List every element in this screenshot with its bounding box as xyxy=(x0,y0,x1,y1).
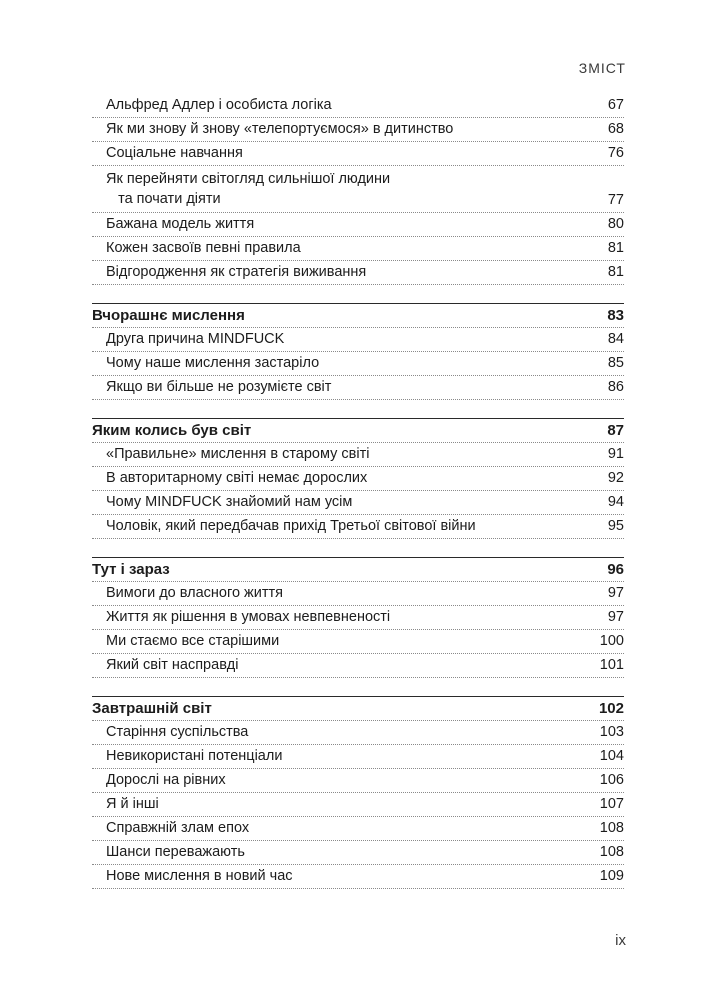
toc-entry-title: Шанси переважають xyxy=(106,844,245,860)
page-number: ix xyxy=(615,932,626,949)
toc-entry[interactable] xyxy=(92,443,624,467)
toc-entry-page: 81 xyxy=(607,264,624,280)
toc-entry-page: 76 xyxy=(607,145,624,161)
toc-entry-page: 101 xyxy=(599,657,624,673)
toc-entry-page: 97 xyxy=(607,585,624,601)
toc-entry[interactable] xyxy=(92,515,624,539)
section-divider xyxy=(92,539,624,558)
toc-entry-title: Як перейняти світогляд сильнішої людини та почати діяти xyxy=(106,171,391,207)
toc-entry-page: 86 xyxy=(607,379,624,395)
toc-entry[interactable] xyxy=(92,865,624,889)
toc-entry-title: Чоловік, який передбачав прихід Третьої світової війни xyxy=(106,518,476,534)
toc-entry[interactable] xyxy=(92,721,624,745)
toc-entry-page: 95 xyxy=(607,518,624,534)
toc-entry-title: Соціальне навчання xyxy=(106,145,243,161)
toc-entry[interactable] xyxy=(92,118,624,142)
toc-entry-page: 85 xyxy=(607,355,624,371)
toc-entry-title: «Правильне» мислення в старому світі xyxy=(106,446,370,462)
toc-entry-title: Життя як рішення в умовах невпевненості xyxy=(106,609,391,625)
toc-section-heading[interactable] xyxy=(92,419,624,443)
toc-entry[interactable] xyxy=(92,817,624,841)
toc-entry-page: 68 xyxy=(607,121,624,137)
toc-entry-title: Кожен засвоїв певні правила xyxy=(106,240,301,256)
toc-entry-title: Вимоги до власного життя xyxy=(106,585,283,601)
toc-entry-page: 84 xyxy=(607,331,624,347)
toc-entry[interactable] xyxy=(92,582,624,606)
toc-entry-page: 106 xyxy=(599,772,624,788)
toc-entry-title: Чому MINDFUCK знайомий нам усім xyxy=(106,494,353,510)
toc-entry-title: Як ми знову й знову «телепортуємося» в дитинство xyxy=(106,121,454,137)
toc-entry-page: 81 xyxy=(607,240,624,256)
toc-entry-page: 108 xyxy=(599,820,624,836)
toc-entry-title: Дорослі на рівних xyxy=(106,772,226,788)
toc-entry[interactable] xyxy=(92,467,624,491)
toc-entry-page: 83 xyxy=(607,307,624,324)
toc-entry-page: 108 xyxy=(599,844,624,860)
toc-entry-title: Невикористані потенціали xyxy=(106,748,283,764)
running-head: ЗМІСТ xyxy=(578,60,626,76)
toc-entry-title: Справжній злам епох xyxy=(106,820,250,836)
toc-entry-title: Ми стаємо все старішими xyxy=(106,633,280,649)
toc-entry-title: Тут і зараз xyxy=(92,561,170,578)
toc-entry-title: Альфред Адлер і особиста логіка xyxy=(106,97,332,113)
toc-entry-title: Яким колись був світ xyxy=(92,422,252,439)
section-divider xyxy=(92,678,624,697)
toc-entry[interactable] xyxy=(92,630,624,654)
toc-entry-title: Відгородження як стратегія виживання xyxy=(106,264,367,280)
toc-entry-page: 77 xyxy=(607,192,624,208)
toc-entry[interactable] xyxy=(92,793,624,817)
toc-section-heading[interactable] xyxy=(92,697,624,721)
toc-entry[interactable] xyxy=(92,376,624,400)
toc-entry-page: 87 xyxy=(607,422,624,439)
toc-entry[interactable] xyxy=(92,94,624,118)
toc-entry[interactable] xyxy=(92,745,624,769)
toc-entry-title: Завтрашній світ xyxy=(92,700,212,717)
toc-entry-page: 96 xyxy=(607,561,624,578)
toc-entry-title: Який світ насправді xyxy=(106,657,239,673)
toc-entry[interactable] xyxy=(92,654,624,678)
toc-entry-title: Чому наше мислення застаріло xyxy=(106,355,320,371)
toc-entry[interactable] xyxy=(92,491,624,515)
toc-entry[interactable] xyxy=(92,606,624,630)
toc-section-heading[interactable] xyxy=(92,304,624,328)
toc-entry-title: Я й інші xyxy=(106,796,159,812)
toc-entry-title: Якщо ви більше не розумієте світ xyxy=(106,379,332,395)
toc-section-heading[interactable] xyxy=(92,558,624,582)
table-of-contents xyxy=(92,94,624,889)
section-divider xyxy=(92,285,624,304)
toc-entry[interactable] xyxy=(92,237,624,261)
toc-entry-page: 103 xyxy=(599,724,624,740)
section-divider xyxy=(92,400,624,419)
toc-entry-page: 80 xyxy=(607,216,624,232)
toc-entry-title: Вчорашнє мислення xyxy=(92,307,245,324)
toc-entry[interactable] xyxy=(92,166,624,213)
toc-entry-page: 102 xyxy=(598,700,624,717)
toc-entry-title: В авторитарному світі немає дорослих xyxy=(106,470,368,486)
toc-entry[interactable] xyxy=(92,841,624,865)
toc-entry[interactable] xyxy=(92,142,624,166)
toc-entry-page: 97 xyxy=(607,609,624,625)
toc-entry[interactable] xyxy=(92,213,624,237)
toc-entry-page: 107 xyxy=(599,796,624,812)
toc-entry-title: Друга причина MINDFUCK xyxy=(106,331,285,347)
toc-entry-title: Старіння суспільства xyxy=(106,724,249,740)
toc-entry[interactable] xyxy=(92,328,624,352)
toc-entry-page: 91 xyxy=(607,446,624,462)
toc-entry-page: 100 xyxy=(599,633,624,649)
toc-entry-page: 94 xyxy=(607,494,624,510)
toc-entry-page: 67 xyxy=(607,97,624,113)
toc-entry[interactable] xyxy=(92,769,624,793)
toc-entry-page: 92 xyxy=(607,470,624,486)
toc-entry-page: 104 xyxy=(599,748,624,764)
toc-entry-page: 109 xyxy=(599,868,624,884)
toc-entry-title: Нове мислення в новий час xyxy=(106,868,293,884)
toc-entry[interactable] xyxy=(92,261,624,285)
toc-entry-title: Бажана модель життя xyxy=(106,216,255,232)
toc-entry[interactable] xyxy=(92,352,624,376)
